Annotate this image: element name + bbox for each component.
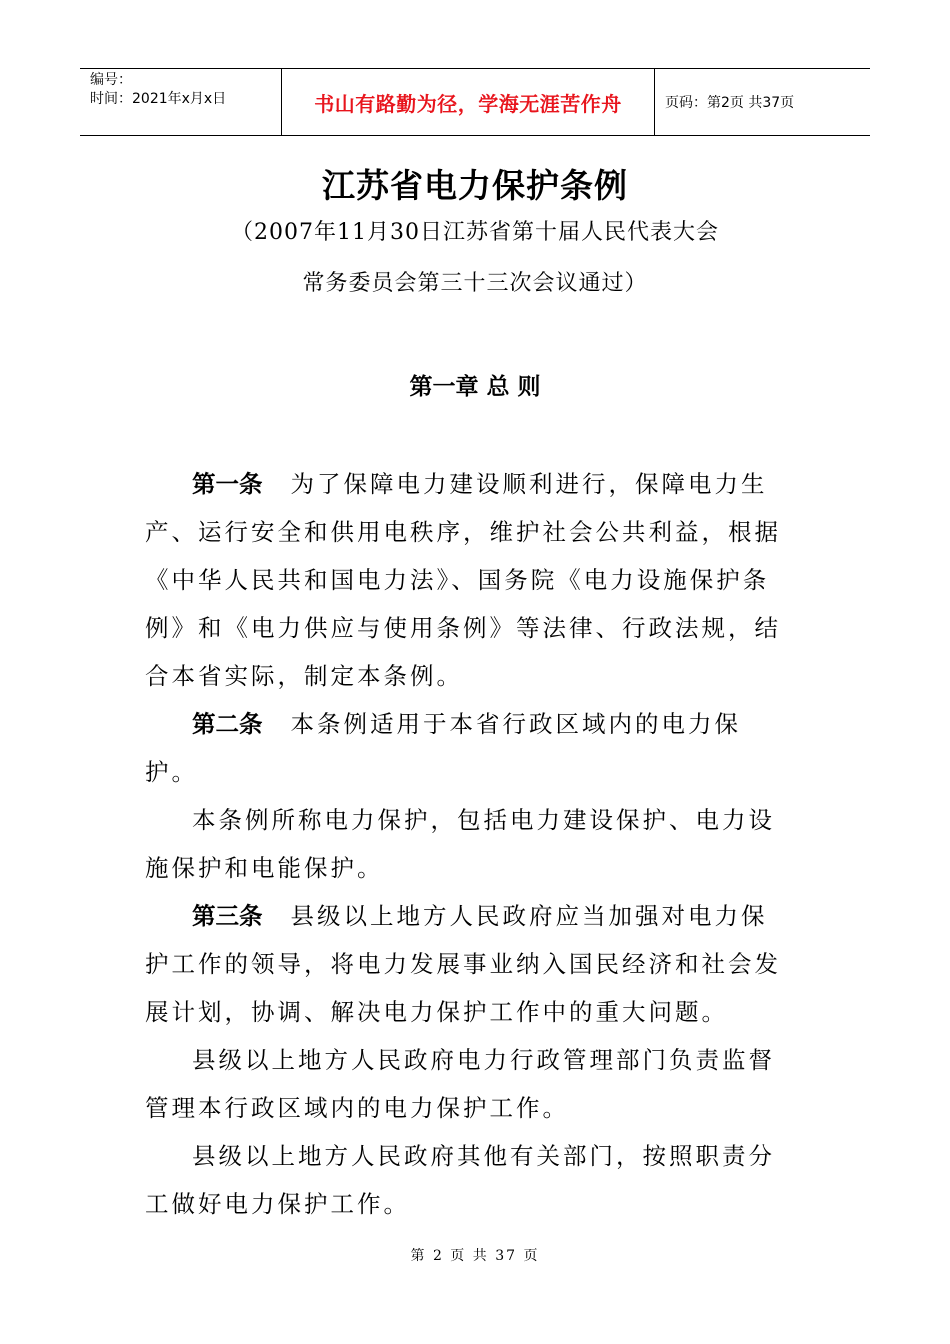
paragraph-text: 县级以上地方人民政府电力行政管理部门负责监督管理本行政区域内的电力保护工作。 — [145, 1046, 775, 1122]
paragraph-text: 县级以上地方人民政府其他有关部门，按照职责分工做好电力保护工作。 — [145, 1142, 775, 1218]
document-time-label: 时间：2021年x月x日 — [90, 91, 227, 107]
header-meta-cell — [80, 69, 282, 135]
document-body — [145, 460, 790, 1228]
paragraph — [145, 1132, 790, 1228]
document-subtitle-line2: 常务委员会第三十三次会议通过） — [302, 271, 648, 296]
header-slogan-cell — [282, 69, 655, 135]
header-slogan: 书山有路勤为径，学海无涯苦作舟 — [314, 91, 622, 116]
paragraph-text: 本条例适用于本省行政区域内的电力保护。 — [145, 710, 741, 786]
paragraph-text: 为了保障电力建设顺利进行，保障电力生产、运行安全和供用电秩序，维护社会公共利益，根据《中华人民共和国电力法》、国务院《电力设施保护条例》和《电力供应与使用条例》等法律、行政法规，结合本省实际，制定本条例。 — [145, 470, 781, 690]
article-number: 第一条 — [192, 470, 263, 498]
paragraph-text: 县级以上地方人民政府应当加强对电力保护工作的领导，将电力发展事业纳入国民经济和社会发展计划，协调、解决电力保护工作中的重大问题。 — [145, 902, 781, 1026]
document-subtitle-line1: （2007年11月30日江苏省第十届人民代表大会 — [231, 220, 719, 245]
header-page-cell — [655, 69, 870, 135]
page-footer: 第 2 页 共 37 页 — [410, 1248, 540, 1264]
header-page-label: 页码：第2页 共37页 — [665, 95, 795, 111]
page-header — [80, 68, 870, 136]
chapter-heading: 第一章 总 则 — [409, 374, 541, 400]
article-number: 第二条 — [192, 710, 263, 738]
paragraph — [145, 460, 790, 700]
paragraph — [145, 892, 790, 1036]
paragraph — [145, 796, 790, 892]
paragraph — [145, 1036, 790, 1132]
document-number-label: 编号： — [90, 72, 132, 88]
document-title: 江苏省电力保护条例 — [322, 166, 628, 205]
paragraph — [145, 700, 790, 796]
article-number: 第三条 — [192, 902, 263, 930]
paragraph-text: 本条例所称电力保护，包括电力建设保护、电力设施保护和电能保护。 — [145, 806, 775, 882]
